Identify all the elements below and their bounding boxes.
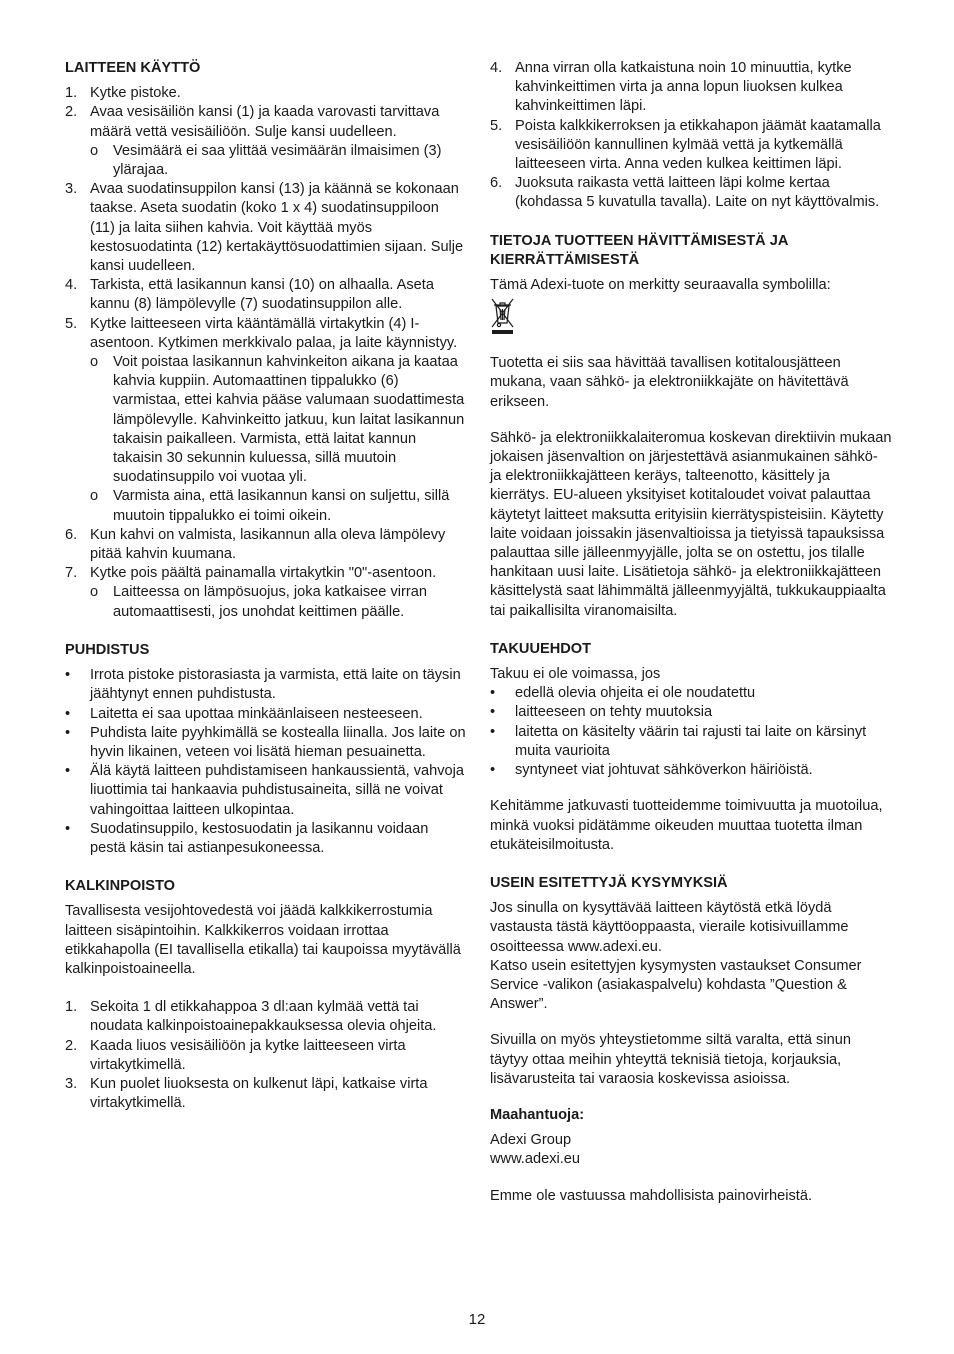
descaling-intro: Tavallisesta vesijohtovedestä voi jäädä kalkkikerrostumia laitteen sisäpintoihin. Kalkkikerros voidaan irrottaa etikkahapolla (EI tavallisella etikalla) tai kaupoissa myytävällä kalkinpoistoaineella. [65,903,461,977]
sub-bullet-marker: o [90,584,99,601]
cleaning-bullet-list [65,666,467,858]
importer-website: www.adexi.eu [490,1151,581,1168]
bullet-item [65,705,467,724]
bullet-item [65,762,467,820]
step-text: Kaada liuos vesisäiliöön ja kytke laitteeseen virta virtakytkimellä. [90,1037,406,1073]
right-column [490,59,892,1206]
step-text: Sekoita 1 dl etikkahappoa 3 dl:aan kylmää vettä tai noudata kalkinpoistoainepakkauksessa olevia ohjeita. [90,999,437,1035]
bullet-item [490,723,892,761]
step-text: Kytke pistoke. [90,85,181,102]
step-text: Kytke laitteeseen virta kääntämällä virtakytkin (4) I-asentoon. Kytkimen merkkivalo palaa, ja laite käynnistyy. [90,315,458,351]
numbered-step [65,998,467,1036]
usage-heading: LAITTEEN KÄYTTÖ [65,60,201,76]
bullet-item [490,684,892,703]
step-text: Avaa vesisäiliön kansi (1) ja kaada varovasti tarvittava määrä vettä vesisäiliöön. Sulje kansi uudelleen. [90,104,440,140]
bullet-marker: • [490,704,496,721]
sub-bullet-marker: o [90,488,99,505]
importer-company: Adexi Group [490,1132,572,1149]
bullet-marker: • [490,762,496,779]
step-text: Kun puolet liuoksesta on kulkenut läpi, katkaise virta virtakytkimellä. [90,1075,428,1112]
step-number: 3. [65,181,78,198]
bullet-text: Irrota pistoke pistorasiasta ja varmista, että laite on täysin jäähtynyt ennen puhdistusta. [90,667,461,703]
warranty-closing: Kehitämme jatkuvasti tuotteidemme toimivuutta ja muotoilua, minkä vuoksi pidätämme oikeuden muuttaa tuotetta ilman etukäteisilmoitusta. [490,798,883,853]
bullet-text: Laitetta ei saa upottaa minkäänlaiseen nesteeseen. [90,705,423,722]
misprint-disclaimer: Emme ole vastuussa mahdollisista painovirheistä. [490,1187,813,1204]
bullet-text: Älä käytä laitteen puhdistamiseen hankaussientä, vahvoja liuottimia tai hankaavia puhdistusaineita, sillä ne voivat vahingoittaa laitteen ulkopintaa. [90,763,465,818]
bullet-item [65,820,467,858]
numbered-step [65,526,467,564]
numbered-step [65,315,467,526]
usage-steps-list [65,84,467,622]
step-text: Kytke pois päältä painamalla virtakytkin "0"-asentoon. [90,565,437,582]
bullet-text: laitetta on käsitelty väärin tai rajusti tai laite on kärsinyt muita vaurioita [515,723,867,759]
bullet-marker: • [65,724,71,741]
numbered-step [65,180,467,276]
step-number: 2. [65,1037,78,1054]
cleaning-heading: PUHDISTUS [65,641,150,658]
numbered-step [65,1037,467,1075]
step-number: 6. [490,175,503,192]
bullet-item [65,666,467,704]
bullet-text: Puhdista laite pyyhkimällä se kostealla liinalla. Jos laite on hyvin likainen, veteen voi lisätä hieman pesuainetta. [90,724,466,760]
sub-note [65,487,467,525]
step-text: Kun kahvi on valmista, lasikannun alla oleva lämpölevy pitää kahvin kuumana. [90,526,446,563]
bullet-marker: • [65,763,71,780]
bullet-text: syntyneet viat johtuvat sähköverkon häiriöistä. [515,762,813,779]
disposal-symbol-intro: Tämä Adexi-tuote on merkitty seuraavalla symbolilla: [490,277,831,294]
faq-paragraph-2: Sivuilla on myös yhteystietomme siltä varalta, että sinun täytyy ottaa meihin yhteyttä teknisiä tietoja, korjauksia, lisävarusteita tai varaosia koskevissa asioissa. [490,1032,851,1087]
bullet-marker: • [65,667,71,684]
step-text: Tarkista, että lasikannun kansi (10) on alhaalla. Aseta kannu (8) lämpölevylle (7) suodatinsuppilon alle. [90,277,434,313]
faq-paragraph-1b: Katso usein esitettyjen kysymysten vastaukset Consumer Service -valikon (asiakaspalvelu) kohdasta ”Question & Answer”. [490,957,862,1013]
faq-heading: USEIN ESITETTYJÄ KYSYMYKSIÄ [490,874,728,891]
warranty-bullet-list [490,684,892,780]
page-number: 12 [468,1311,486,1328]
step-text: Juoksuta raikasta vettä laitteen läpi kolme kertaa (kohdassa 5 kuvatulla tavalla). Laite on nyt käyttövalmis. [515,175,880,211]
bullet-text: laitteeseen on tehty muutoksia [515,704,713,721]
disposal-paragraph-1: Tuotetta ei siis saa hävittää tavallisen kotitalousjätteen mukana, vaan sähkö- ja elektroniikkajäte on hävitettävä erikseen. [490,355,849,410]
step-number: 1. [65,85,78,102]
warranty-heading: TAKUUEHDOT [490,640,592,657]
faq-paragraph-1a: Jos sinulla on kysyttävää laitteen käytöstä etkä löydä vastausta tästä käyttöoppaasta, vieraile kotisivuillamme osoitteessa www.adexi.eu. [490,900,849,955]
sub-note [65,353,467,487]
descaling-steps-continued-list [490,59,892,213]
importer-heading: Maahantuoja: [490,1106,585,1123]
step-text: Anna virran olla katkaistuna noin 10 minuuttia, kytke kahvinkeittimen virta ja anna lopun liuoksen kulkea kahvinkeittimen läpi. [515,60,852,115]
numbered-step [490,117,892,175]
sub-note [65,583,467,621]
bullet-item [490,761,892,780]
step-number: 6. [65,526,78,543]
numbered-step [490,59,892,117]
sub-bullet-marker: o [90,354,99,371]
descaling-steps-list [65,998,467,1113]
bullet-marker: • [65,820,71,837]
step-number: 1. [65,999,78,1016]
sub-bullet-marker: o [90,142,99,159]
numbered-step [490,174,892,212]
numbered-step [65,276,467,314]
bullet-marker: • [65,705,71,722]
step-text: Poista kalkkikerroksen ja etikkahapon jäämät kaatamalla vesisäiliöön kannullinen kylmää vettä ja kytkemällä laitteeseen virta. Anna veden kulkea keittimen läpi. [515,117,881,173]
step-number: 4. [490,60,503,76]
step-number: 3. [65,1075,78,1092]
step-number: 5. [65,315,78,332]
crossed-out-wheelie-bin-icon [490,297,516,335]
sub-note-text: Varmista aina, että lasikannun kansi on suljettu, sillä muutoin tippalukko ei toimi oikein. [113,488,450,524]
bullet-text: Suodatinsuppilo, kestosuodatin ja lasikannu voidaan pestä käsin tai astianpesukoneessa. [90,820,429,856]
sub-note-text: Vesimäärä ei saa ylittää vesimäärän ilmaisimen (3) ylärajaa. [113,142,442,179]
bullet-marker: • [490,685,496,702]
bullet-item [65,724,467,762]
step-number: 5. [490,117,503,134]
disposal-paragraph-2: Sähkö- ja elektroniikkalaiteromua koskevan direktiivin mukaan jokaisen jäsenvaltion on järjestettävä asianmukainen sähkö- ja elektroniikkajätteen keräys, talteenotto, käsittely ja kierrätys. EU-alueen yksityiset kotitaloudet voivat palauttaa käytetyt laitteet maksutta erityisiin kierrätyspisteisiin. Käytetty laite voidaan joissakin jäsenvaltioissa ja tietyissä tapauksissa palauttaa sille jälleenmyyjälle, jolta se on ostettu, jos tilalle hankitaan uusi laite. Lisätietoja sähkö- ja elektroniikkajätteen käsittelystä saat lähimmältä jälleenmyyjältä, tukkukauppiaalta tai paikallisilta viranomaisilta. [490,429,892,619]
sub-note-text: Voit poistaa lasikannun kahvinkeiton aikana ja kaataa kahvia kuppiin. Automaattinen tippalukko (6) varmistaa, ettei kahvia pääse valumaan suodattimesta lämpölevylle. Kahvinkeitto jatkuu, kun laitat lasikannun takaisin paikalleen. Varmista, että laitat kannun takaisin 30 sekunnin kuluessa, sillä muutoin suodatinsuppilo voi vuotaa yli. [113,354,465,486]
step-number: 4. [65,277,78,294]
numbered-step [65,1075,467,1113]
bullet-item [490,703,892,722]
warranty-intro: Takuu ei ole voimassa, jos [490,666,661,683]
bullet-marker: • [490,723,496,740]
left-column [65,59,467,1113]
sub-note-text: Laitteessa on lämpösuojus, joka katkaisee virran automaattisesti, jos unohdat keittimen päälle. [113,584,427,620]
numbered-step [65,103,467,180]
descaling-heading: KALKINPOISTO [65,878,176,895]
numbered-step [65,564,467,622]
sub-note [65,142,467,180]
bullet-text: edellä olevia ohjeita ei ole noudatettu [515,685,756,702]
step-text: Avaa suodatinsuppilon kansi (13) ja käännä se kokonaan taakse. Aseta suodatin (koko 1 x 4) suodatinsuppiloon (11) ja laita siihen kahvia. Voit käyttää myös kestosuodatinta (12) kertakäyttösuodattimien sijaan. Sulje kansi uudelleen. [90,181,464,275]
numbered-step [65,84,467,103]
step-number: 7. [65,565,78,582]
disposal-heading: TIETOJA TUOTTEEN HÄVITTÄMISESTÄ JA KIERRÄTTÄMISESTÄ [490,232,788,268]
step-number: 2. [65,104,78,121]
